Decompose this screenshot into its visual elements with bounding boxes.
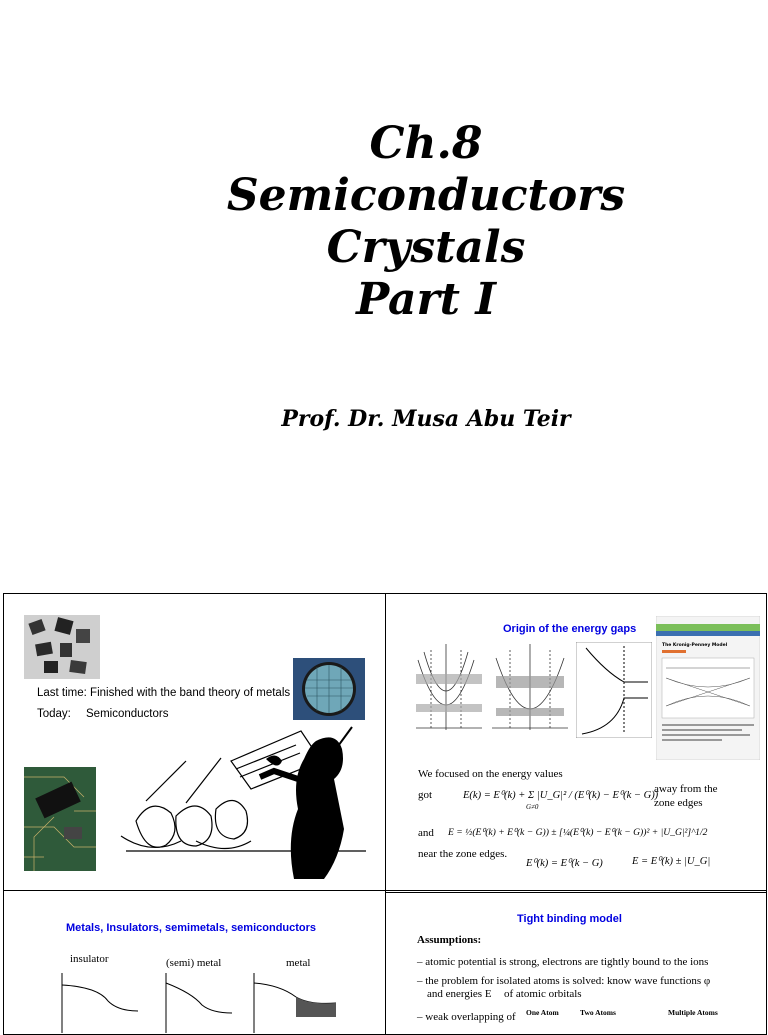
dispersion-plot bbox=[576, 642, 652, 738]
multiple-atoms-label: Multiple Atoms bbox=[668, 1008, 718, 1017]
slide-grid bbox=[3, 593, 767, 1035]
and-text: and bbox=[418, 827, 434, 839]
assumption-3: – weak overlapping of bbox=[417, 1011, 516, 1023]
assumption-2c: of atomic orbitals bbox=[504, 988, 582, 1000]
author: Prof. Dr. Musa Abu Teir bbox=[281, 406, 571, 432]
slide-tight-binding bbox=[386, 893, 766, 1034]
assumption-2b: and energies E bbox=[427, 988, 492, 1000]
equation-away: E(k) = E⁰(k) + Σ |U_G|² / (E⁰(k) − E⁰(k − G)) bbox=[463, 790, 659, 801]
title-block bbox=[0, 118, 768, 326]
equation-sum-sub: G≠0 bbox=[526, 803, 539, 811]
title-semiconductors: Semiconductors bbox=[226, 170, 626, 221]
slide-energy-gaps bbox=[386, 594, 766, 890]
focused-text: We focused on the energy values bbox=[418, 768, 563, 780]
near-text: near the zone edges. bbox=[418, 848, 508, 860]
band-diagram-2 bbox=[492, 640, 568, 736]
equation-near: E = ½(E⁰(k) + E⁰(k − G)) ± [¼(E⁰(k) − E⁰(k − G))² + |U_G|²]^1/2 bbox=[448, 827, 708, 838]
equation-equal-energies: E⁰(k) = E⁰(k − G) bbox=[526, 858, 603, 869]
slide-band-theory bbox=[4, 594, 385, 890]
band-graph-metal bbox=[240, 973, 340, 1033]
insulator-label: insulator bbox=[70, 953, 109, 965]
metal-label: metal bbox=[286, 957, 311, 969]
energy-gaps-title: Origin of the energy gaps bbox=[503, 623, 637, 635]
zone-edges-text: zone edges bbox=[654, 797, 703, 809]
assumption-1: – atomic potential is strong, electrons are tightly bound to the ions bbox=[417, 956, 709, 968]
band-diagram-1 bbox=[416, 640, 482, 736]
svg-text:The Kronig-Penney Model: The Kronig-Penney Model bbox=[662, 643, 728, 648]
assumptions-label: Assumptions: bbox=[417, 934, 482, 946]
wafer-photo bbox=[293, 658, 365, 720]
today-label: Today: bbox=[37, 708, 71, 720]
title-part: Part I bbox=[356, 274, 496, 325]
band-graph-semimetal bbox=[152, 973, 232, 1033]
got-text: got bbox=[418, 789, 433, 801]
chips-photo bbox=[24, 615, 100, 679]
metals-title: Metals, Insulators, semimetals, semiconductors bbox=[66, 922, 317, 934]
title-crystals: Crystals bbox=[326, 222, 526, 273]
assumption-2: – the problem for isolated atoms is solved: know wave functions φ bbox=[417, 975, 711, 987]
today-value: Semiconductors bbox=[86, 708, 169, 720]
slide-metals-insulators bbox=[4, 891, 385, 1034]
band-graph-insulator bbox=[48, 973, 138, 1033]
kronig-penney-inset bbox=[656, 616, 760, 760]
circuit-board-photo bbox=[24, 767, 96, 871]
title-chapter: Ch.8 bbox=[369, 118, 483, 169]
tight-binding-title: Tight binding model bbox=[517, 913, 622, 925]
equation-split: E = E⁰(k) ± |U_G| bbox=[632, 856, 711, 867]
away-text: away from the bbox=[654, 783, 718, 795]
last-time-text: Last time: Finished with the band theory of metals bbox=[37, 687, 291, 699]
two-atoms-label: Two Atoms bbox=[580, 1008, 616, 1017]
semimetal-label: (semi) metal bbox=[166, 957, 222, 969]
one-atom-label: One Atom bbox=[526, 1008, 559, 1017]
conductor-cartoon bbox=[116, 721, 368, 879]
